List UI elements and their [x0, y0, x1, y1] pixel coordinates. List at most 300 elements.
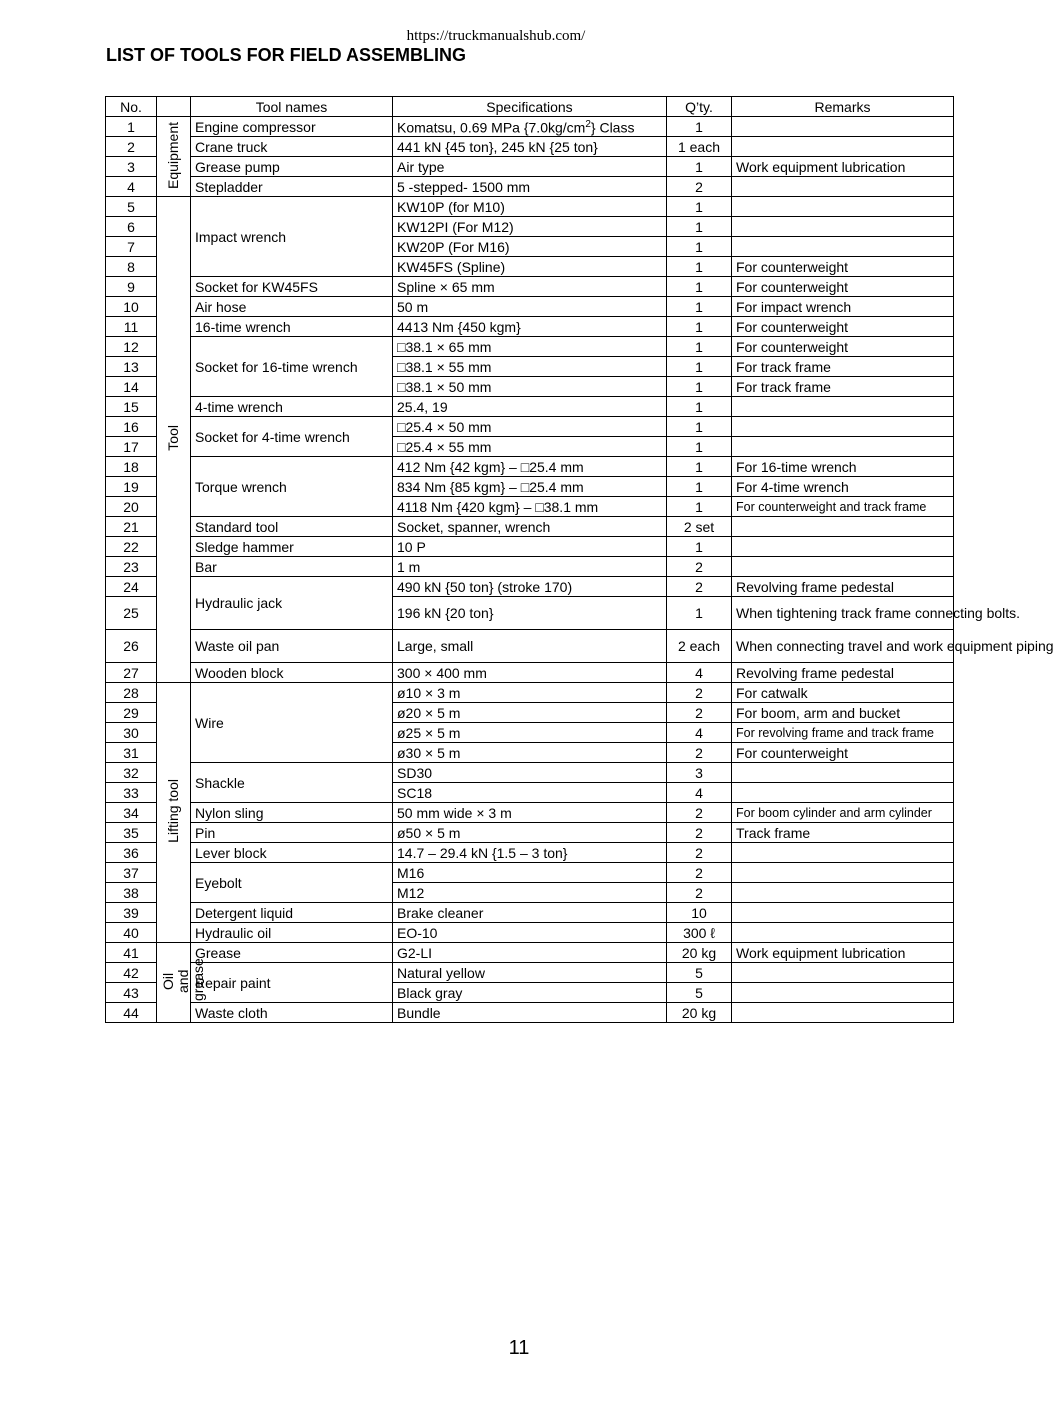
- specification-text: 50 mm wide × 3 m: [397, 804, 512, 821]
- remarks: For counterweight: [732, 337, 954, 357]
- specification: [393, 597, 667, 630]
- quantity: 1: [667, 237, 732, 257]
- table-row: [106, 630, 954, 663]
- table-row: [106, 417, 954, 437]
- row-number: 34: [106, 803, 157, 823]
- specification-text: Air type: [397, 158, 445, 175]
- row-number: 35: [106, 823, 157, 843]
- specification: [393, 883, 667, 903]
- table-row: [106, 157, 954, 177]
- specification: [393, 1003, 667, 1023]
- row-number: 16: [106, 417, 157, 437]
- quantity: 2: [667, 743, 732, 763]
- table-row: [106, 517, 954, 537]
- tool-name: 4-time wrench: [191, 397, 393, 417]
- tool-name: Pin: [191, 823, 393, 843]
- tool-name: Hydraulic oil: [191, 923, 393, 943]
- quantity: 2 set: [667, 517, 732, 537]
- row-number: 17: [106, 437, 157, 457]
- remarks: For counterweight: [732, 277, 954, 297]
- remarks: [732, 537, 954, 557]
- table-row: [106, 903, 954, 923]
- specification: [393, 297, 667, 317]
- remarks: Work equipment lubrication: [732, 943, 954, 963]
- remarks: For impact wrench: [732, 297, 954, 317]
- table-header-row: [106, 97, 954, 117]
- specification: [393, 517, 667, 537]
- table-row: [106, 397, 954, 417]
- tool-name: Repair paint: [191, 963, 393, 1003]
- specification-text: 4118 Nm {420 kgm} – □38.1 mm: [397, 498, 599, 515]
- quantity: 1: [667, 357, 732, 377]
- quantity: 2 each: [667, 630, 732, 663]
- tool-name: Bar: [191, 557, 393, 577]
- specification-text: 4413 Nm {450 kgm}: [397, 318, 521, 335]
- row-number: 2: [106, 137, 157, 157]
- tool-name: Shackle: [191, 763, 393, 803]
- group-label-cell: [157, 117, 191, 197]
- row-number: 11: [106, 317, 157, 337]
- specification-text: 300 × 400 mm: [397, 664, 487, 681]
- tool-name: Stepladder: [191, 177, 393, 197]
- tool-name: 16-time wrench: [191, 317, 393, 337]
- remarks: [732, 783, 954, 803]
- row-number: 31: [106, 743, 157, 763]
- specification-text: □38.1 × 50 mm: [397, 378, 492, 395]
- quantity: 1: [667, 277, 732, 297]
- specification-text: KW45FS (Spline): [397, 258, 506, 275]
- row-number: 37: [106, 863, 157, 883]
- specification: [393, 437, 667, 457]
- remarks: Work equipment lubrication: [732, 157, 954, 177]
- specification: [393, 197, 667, 217]
- quantity: 20 kg: [667, 1003, 732, 1023]
- quantity: 1: [667, 437, 732, 457]
- quantity: 1: [667, 217, 732, 237]
- specification: [393, 630, 667, 663]
- specification-text: M16: [397, 864, 425, 881]
- tool-name: Grease: [191, 943, 393, 963]
- col-header-no: No.: [106, 97, 157, 117]
- remarks: For revolving frame and track frame: [732, 723, 954, 743]
- specification: [393, 743, 667, 763]
- specification-text: SC18: [397, 784, 433, 801]
- tool-name: Wooden block: [191, 663, 393, 683]
- quantity: 2: [667, 803, 732, 823]
- table-row: [106, 317, 954, 337]
- group-label-cell: [157, 943, 206, 1023]
- row-number: 43: [106, 983, 157, 1003]
- quantity: 20 kg: [667, 943, 732, 963]
- tool-name: Nylon sling: [191, 803, 393, 823]
- specification: [393, 237, 667, 257]
- quantity: 1: [667, 597, 732, 630]
- quantity: 1: [667, 257, 732, 277]
- specification: [393, 577, 667, 597]
- remarks: Revolving frame pedestal: [732, 577, 954, 597]
- specification-text: 50 m: [397, 298, 429, 315]
- remarks: When tightening track frame connecting bolts.: [732, 597, 954, 630]
- specification-text: ø25 × 5 m: [397, 724, 461, 741]
- quantity: 3: [667, 763, 732, 783]
- remarks: For 4-time wrench: [732, 477, 954, 497]
- quantity: 1: [667, 417, 732, 437]
- specification-text: □25.4 × 55 mm: [397, 438, 492, 455]
- specification: [393, 843, 667, 863]
- tool-name: Impact wrench: [191, 197, 393, 277]
- specification: [393, 703, 667, 723]
- page-number: 11: [508, 1337, 530, 1359]
- quantity: 2: [667, 823, 732, 843]
- table-row: [106, 577, 954, 597]
- remarks: [732, 843, 954, 863]
- quantity: 2: [667, 177, 732, 197]
- remarks: [732, 883, 954, 903]
- tool-name: Grease pump: [191, 157, 393, 177]
- table-row: [106, 763, 954, 783]
- tool-name: Crane truck: [191, 137, 393, 157]
- table-row: [106, 843, 954, 863]
- specification-text: M12: [397, 884, 425, 901]
- row-number: 22: [106, 537, 157, 557]
- specification: [393, 157, 667, 177]
- tool-name: Waste oil pan: [191, 630, 393, 663]
- row-number: 24: [106, 577, 157, 597]
- tool-name: Detergent liquid: [191, 903, 393, 923]
- remarks: [732, 137, 954, 157]
- specification: [393, 457, 667, 477]
- specification-text: 441 kN {45 ton}, 245 kN {25 ton}: [397, 138, 598, 155]
- remarks: [732, 863, 954, 883]
- table-row: [106, 823, 954, 843]
- specification: [393, 663, 667, 683]
- specification-text: 196 kN {20 ton}: [397, 605, 494, 621]
- remarks: [732, 557, 954, 577]
- table-row: [106, 117, 954, 137]
- remarks: For 16-time wrench: [732, 457, 954, 477]
- quantity: 1: [667, 497, 732, 517]
- tool-name: Standard tool: [191, 517, 393, 537]
- specification-text: 5 -stepped- 1500 mm: [397, 178, 531, 195]
- remarks: For counterweight and track frame: [732, 497, 954, 517]
- quantity: 1: [667, 157, 732, 177]
- remarks: For catwalk: [732, 683, 954, 703]
- specification: [393, 943, 667, 963]
- quantity: 300 ℓ: [667, 923, 732, 943]
- specification-text: Socket, spanner, wrench: [397, 518, 551, 535]
- table-row: [106, 943, 954, 963]
- specification-text: Komatsu, 0.69 MPa {7.0kg/cm: [397, 119, 586, 136]
- specification-text: Natural yellow: [397, 964, 485, 981]
- remarks: For track frame: [732, 357, 954, 377]
- specification: [393, 137, 667, 157]
- row-number: 6: [106, 217, 157, 237]
- remarks: Revolving frame pedestal: [732, 663, 954, 683]
- row-number: 13: [106, 357, 157, 377]
- row-number: 1: [106, 117, 157, 137]
- source-url: https://truckmanualshub.com/: [406, 28, 586, 44]
- specification: [393, 317, 667, 337]
- remarks: For boom cylinder and arm cylinder: [732, 803, 954, 823]
- specification: [393, 963, 667, 983]
- specification: [393, 217, 667, 237]
- row-number: 42: [106, 963, 157, 983]
- tool-name: Air hose: [191, 297, 393, 317]
- row-number: 18: [106, 457, 157, 477]
- row-number: 12: [106, 337, 157, 357]
- specification: [393, 177, 667, 197]
- quantity: 2: [667, 843, 732, 863]
- row-number: 29: [106, 703, 157, 723]
- specification-text: 10 P: [397, 538, 426, 555]
- specification: [393, 397, 667, 417]
- specification: [393, 257, 667, 277]
- tool-name: Engine compressor: [191, 117, 393, 137]
- table-row: [106, 923, 954, 943]
- quantity: 1: [667, 297, 732, 317]
- specification: [393, 723, 667, 743]
- specification-text: 25.4, 19: [397, 398, 448, 415]
- row-number: 4: [106, 177, 157, 197]
- specification-text: ø20 × 5 m: [397, 704, 461, 721]
- row-number: 40: [106, 923, 157, 943]
- tool-name: Hydraulic jack: [191, 577, 393, 630]
- specification: [393, 803, 667, 823]
- row-number: 19: [106, 477, 157, 497]
- remarks: When connecting travel and work equipment piping: [732, 630, 954, 663]
- group-label-cell: [157, 683, 191, 943]
- row-number: 33: [106, 783, 157, 803]
- quantity: 10: [667, 903, 732, 923]
- quantity: 5: [667, 983, 732, 1003]
- quantity: 1: [667, 537, 732, 557]
- table-row: [106, 863, 954, 883]
- specification: [393, 763, 667, 783]
- row-number: 15: [106, 397, 157, 417]
- quantity: 1: [667, 397, 732, 417]
- tool-name: Socket for KW45FS: [191, 277, 393, 297]
- quantity: 2: [667, 683, 732, 703]
- remarks: [732, 517, 954, 537]
- table-row: [106, 803, 954, 823]
- remarks: For boom, arm and bucket: [732, 703, 954, 723]
- row-number: 36: [106, 843, 157, 863]
- specification: [393, 823, 667, 843]
- row-number: 9: [106, 277, 157, 297]
- table-row: [106, 337, 954, 357]
- specification: [393, 683, 667, 703]
- remarks: [732, 437, 954, 457]
- quantity: 1: [667, 337, 732, 357]
- col-header-remarks: Remarks: [732, 97, 954, 117]
- specification-text: KW20P (For M16): [397, 238, 510, 255]
- table-row: [106, 137, 954, 157]
- row-number: 26: [106, 630, 157, 663]
- tool-name: Sledge hammer: [191, 537, 393, 557]
- specification-text: ø50 × 5 m: [397, 824, 461, 841]
- group-label-oil: Oil and grease: [160, 958, 206, 1001]
- row-number: 44: [106, 1003, 157, 1023]
- row-number: 30: [106, 723, 157, 743]
- quantity: 2: [667, 577, 732, 597]
- specification: [393, 863, 667, 883]
- remarks: [732, 1003, 954, 1023]
- col-header-tool: Tool names: [191, 97, 393, 117]
- remarks: Track frame: [732, 823, 954, 843]
- table-row: [106, 177, 954, 197]
- remarks: [732, 923, 954, 943]
- quantity: 2: [667, 863, 732, 883]
- tool-name: Waste cloth: [191, 1003, 393, 1023]
- specification: [393, 477, 667, 497]
- table-row: [106, 1003, 954, 1023]
- specification-text: KW10P (for M10): [397, 198, 505, 215]
- quantity: 4: [667, 783, 732, 803]
- remarks: For counterweight: [732, 317, 954, 337]
- specification-text: SD30: [397, 764, 433, 781]
- specification-text: EO-10: [397, 924, 438, 941]
- specification-text: 490 kN {50 ton} (stroke 170): [397, 578, 573, 595]
- remarks: [732, 963, 954, 983]
- group-label-equipment: Equipment: [165, 121, 181, 189]
- row-number: 5: [106, 197, 157, 217]
- remarks: [732, 417, 954, 437]
- tool-name: Lever block: [191, 843, 393, 863]
- specification: [393, 983, 667, 1003]
- quantity: 2: [667, 883, 732, 903]
- specification-text: Spline × 65 mm: [397, 278, 495, 295]
- specification-text: 834 Nm {85 kgm} – □25.4 mm: [397, 478, 584, 495]
- row-number: 39: [106, 903, 157, 923]
- specification: [393, 557, 667, 577]
- row-number: 25: [106, 597, 157, 630]
- specification: [393, 117, 667, 137]
- table-row: [106, 683, 954, 703]
- tools-table: [105, 96, 1054, 1023]
- row-number: 27: [106, 663, 157, 683]
- row-number: 38: [106, 883, 157, 903]
- quantity: 2: [667, 557, 732, 577]
- group-label-lifting: Lifting tool: [165, 779, 181, 843]
- remarks: [732, 237, 954, 257]
- col-header-group: [157, 97, 191, 117]
- table-body: [106, 117, 1054, 1023]
- tool-name: Socket for 4-time wrench: [191, 417, 393, 457]
- row-number: 7: [106, 237, 157, 257]
- quantity: 1: [667, 197, 732, 217]
- row-number: 8: [106, 257, 157, 277]
- page-title: LIST OF TOOLS FOR FIELD ASSEMBLING: [106, 45, 466, 65]
- remarks: [732, 983, 954, 1003]
- group-label-tool: Tool: [165, 425, 181, 451]
- specification-text: 14.7 – 29.4 kN {1.5 – 3 ton}: [397, 844, 568, 861]
- remarks: [732, 177, 954, 197]
- row-number: 28: [106, 683, 157, 703]
- specification-text: □38.1 × 55 mm: [397, 358, 492, 375]
- specification-text: KW12PI (For M12): [397, 218, 514, 235]
- quantity: 2: [667, 703, 732, 723]
- table-row: [106, 557, 954, 577]
- col-header-qty: Q’ty.: [667, 97, 732, 117]
- specification: [393, 903, 667, 923]
- row-number: 14: [106, 377, 157, 397]
- table-row: [106, 963, 954, 983]
- specification-text: ø30 × 5 m: [397, 744, 461, 761]
- remarks: For counterweight: [732, 257, 954, 277]
- table-row: [106, 457, 954, 477]
- row-number: 21: [106, 517, 157, 537]
- row-number: 10: [106, 297, 157, 317]
- quantity: 1: [667, 317, 732, 337]
- remarks: For track frame: [732, 377, 954, 397]
- remarks: [732, 397, 954, 417]
- tool-name: Torque wrench: [191, 457, 393, 517]
- row-number: 23: [106, 557, 157, 577]
- specification: [393, 923, 667, 943]
- col-header-spec: Specifications: [393, 97, 667, 117]
- specification-text: □38.1 × 65 mm: [397, 338, 492, 355]
- specification-text: Brake cleaner: [397, 904, 484, 921]
- quantity: 1 each: [667, 137, 732, 157]
- table-row: [106, 663, 954, 683]
- row-number: 32: [106, 763, 157, 783]
- quantity: 4: [667, 723, 732, 743]
- specification: [393, 377, 667, 397]
- specification: [393, 417, 667, 437]
- remarks: For counterweight: [732, 743, 954, 763]
- remarks: [732, 117, 954, 137]
- quantity: 1: [667, 117, 732, 137]
- remarks: [732, 217, 954, 237]
- specification: [393, 537, 667, 557]
- specification-text: G2-LI: [397, 944, 433, 961]
- remarks: [732, 903, 954, 923]
- specification: [393, 783, 667, 803]
- specification-text: Bundle: [397, 1004, 441, 1021]
- specification-text: 412 Nm {42 kgm} – □25.4 mm: [397, 458, 584, 475]
- tool-name: Wire: [191, 683, 393, 763]
- specification-text-end: } Class: [590, 119, 635, 136]
- quantity: 1: [667, 477, 732, 497]
- tool-name: Eyebolt: [191, 863, 393, 903]
- row-number: 3: [106, 157, 157, 177]
- row-number: 20: [106, 497, 157, 517]
- specification-text: 1 m: [397, 558, 421, 575]
- quantity: 4: [667, 663, 732, 683]
- specification-text: Large, small: [397, 638, 474, 654]
- quantity: 5: [667, 963, 732, 983]
- quantity: 1: [667, 457, 732, 477]
- table-row: [106, 537, 954, 557]
- specification: [393, 337, 667, 357]
- table-row: [106, 277, 954, 297]
- remarks: [732, 197, 954, 217]
- quantity: 1: [667, 377, 732, 397]
- remarks: [732, 763, 954, 783]
- table-row: [106, 197, 954, 217]
- table-row: [106, 297, 954, 317]
- specification: [393, 357, 667, 377]
- specification-superscript: 2: [585, 119, 591, 131]
- row-number: 41: [106, 943, 157, 963]
- tool-name: Socket for 16-time wrench: [191, 337, 393, 397]
- specification-text: ø10 × 3 m: [397, 684, 461, 701]
- specification: [393, 277, 667, 297]
- specification: [393, 497, 667, 517]
- group-label-cell: [157, 197, 191, 683]
- specification-text: Black gray: [397, 984, 463, 1001]
- specification-text: □25.4 × 50 mm: [397, 418, 492, 435]
